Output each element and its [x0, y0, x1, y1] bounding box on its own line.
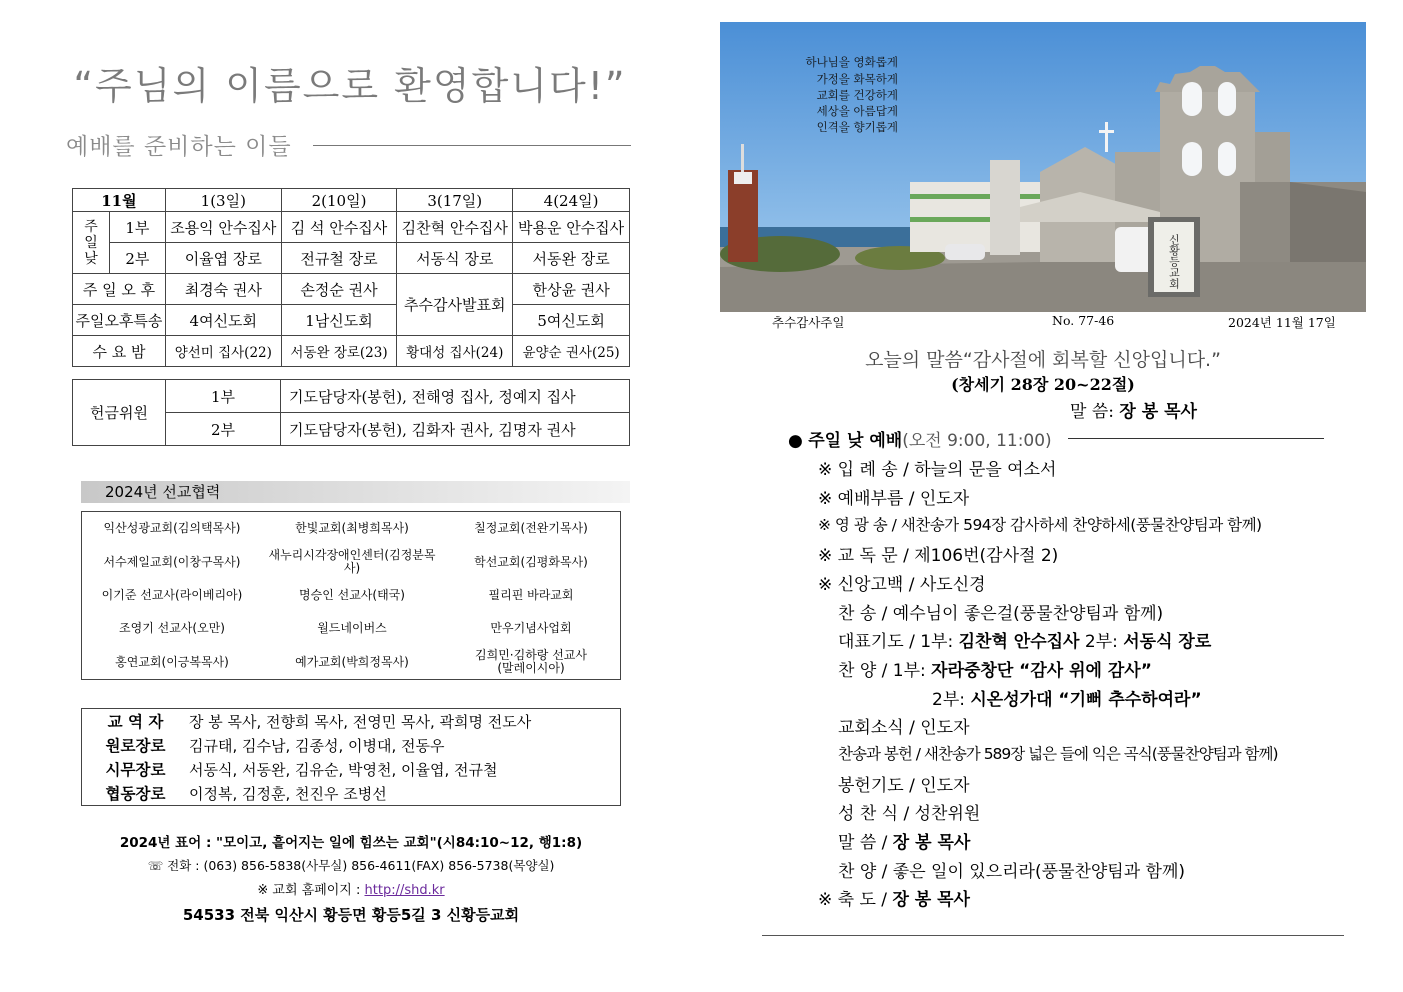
homepage-link[interactable]: http://shd.kr [364, 883, 445, 898]
table-cell: 조용익 안수집사 [165, 212, 281, 243]
choir-2: 시온성가대 “기뻐 추수하여라” [970, 690, 1202, 710]
table-cell: 김 석 안수집사 [281, 212, 397, 243]
homepage-label: ※ 교회 홈페이지 : [257, 883, 365, 898]
offering-part: 2부 [166, 413, 281, 446]
prayer-leader-2: 서동식 장로 [1123, 632, 1212, 652]
table-cell: 서동식 장로 [397, 243, 513, 274]
offering-names: 기도담당자(봉헌), 김화자 권사, 김명자 권사 [281, 413, 630, 446]
mission-item: 학선교회(김평화목사) [474, 554, 588, 569]
order-item [818, 885, 970, 910]
mission-item: 익산성광교회(김의택목사) [103, 521, 241, 536]
table-cell: 윤양순 권사(25) [513, 336, 630, 367]
sunday-label: 주 일 낮 [73, 212, 110, 274]
table-cell: 이율엽 장로 [165, 243, 281, 274]
table-cell: 김찬혁 안수집사 [397, 212, 513, 243]
worship-schedule-table [72, 188, 630, 367]
church-building-image [720, 22, 1366, 312]
mission-item: 월드네이버스 [317, 621, 387, 636]
offering-label: 헌금위원 [73, 380, 166, 446]
table-cell: 서동완 장로(23) [281, 336, 397, 367]
mission-partners-box [81, 511, 621, 680]
staff-row [82, 757, 620, 781]
order-item: 봉헌기도 / 인도자 [838, 776, 970, 796]
table-cell: 서동완 장로 [513, 243, 630, 274]
row-label: 1부 [109, 212, 165, 243]
order-item: 찬 양 / 좋은 일이 있으리라(풍물찬양팀과 함께) [838, 862, 1186, 882]
mission-item: 홍연교회(이긍복목사) [115, 654, 229, 669]
offering-committee-table [72, 379, 630, 446]
table-cell: 4여신도회 [165, 305, 281, 336]
service-title: 주일 낮 예배 [808, 431, 903, 451]
table-cell: 양선미 집사(22) [165, 336, 281, 367]
order-item [818, 513, 1262, 535]
prep-title: 예배를 준비하는 이들 [66, 134, 292, 160]
table-cell: 한상윤 권사 [513, 274, 630, 305]
order-item: ※ 교 독 문 / 제106번(감사절 2) [818, 546, 1059, 566]
mission-item: 명승인 선교사(태국) [299, 587, 405, 602]
staff-row [82, 709, 620, 733]
order-item: 성 찬 식 / 성찬위원 [838, 804, 981, 824]
row-label: 주일오후특송 [73, 305, 166, 336]
motto-line: 교회를 건강하게 [816, 88, 898, 102]
motto-line: 인격을 향기롭게 [816, 120, 898, 134]
prayer-leader-1: 김찬혁 안수집사 [958, 632, 1080, 652]
mission-item: 서수제일교회(이창구목사) [103, 554, 241, 569]
row-label: 주 일 오 후 [73, 274, 166, 305]
schedule-date: 2(10일) [281, 189, 397, 212]
staff-row [82, 781, 620, 805]
thanks-event-cell: 추수감사발표회 [397, 274, 513, 336]
order-item [838, 828, 970, 853]
order-item: ※ 예배부름 / 인도자 [818, 489, 970, 509]
bullet-icon: ● [788, 431, 803, 451]
order-item: 교회소식 / 인도자 [838, 718, 970, 738]
row-label: 2부 [109, 243, 165, 274]
order-item [838, 742, 1278, 764]
order-text: 2부: [1079, 632, 1124, 652]
staff-box [81, 708, 621, 806]
table-cell: 전규철 장로 [281, 243, 397, 274]
caption-sunday: 추수감사주일 [772, 315, 845, 330]
staff-label: 협동장로 [105, 784, 166, 803]
sermon-preacher: 장 봉 목사 [892, 833, 971, 853]
mission-title-bar [81, 481, 630, 503]
preacher-line [1070, 397, 1197, 422]
staff-label: 시무장로 [105, 760, 166, 779]
choir-1: 자라중창단 “감사 위에 감사” [931, 661, 1152, 681]
service-heading [788, 426, 1052, 451]
order-text: 2부: [932, 690, 971, 710]
offering-names: 기도담당자(봉헌), 전해영 집사, 정예지 집사 [281, 380, 630, 413]
preacher-label: 말 씀: [1070, 402, 1120, 422]
benediction-pastor: 장 봉 목사 [892, 890, 970, 910]
mission-item: 필리핀 바라교회 [488, 587, 574, 602]
preacher-name: 장 봉 목사 [1119, 402, 1197, 422]
mission-item: 칠정교회(전완기목사) [474, 521, 588, 536]
table-cell: 최경숙 권사 [165, 274, 281, 305]
service-heading-rule [1068, 438, 1324, 439]
church-sign: 신황등교회 [1167, 234, 1181, 289]
caption-issue-no: No. 77-46 [1052, 313, 1115, 328]
order-text: 말 씀 / [838, 833, 893, 853]
church-phone: ☏ 전화 : (063) 856-5838(사무실) 856-4611(FAX) 856-5738(목양실) [147, 858, 555, 873]
mission-item: 한빛교회(최병희목사) [295, 521, 409, 536]
sermon-reference: (창세기 28장 20~22절) [951, 375, 1135, 394]
homepage-line [72, 879, 630, 898]
church-address: 54533 전북 익산시 황등면 황등5길 3 신황등교회 [182, 906, 520, 924]
order-text: ※ 축 도 / [818, 890, 893, 910]
order-text: ※ 영 광 송 / 새찬송가 594장 감사하세 찬양하세(풍물찬양팀과 함께) [818, 516, 1262, 534]
table-cell: 5여신도회 [513, 305, 630, 336]
mission-item: 만우기념사업회 [490, 621, 572, 636]
caption-date: 2024년 11월 17일 [1228, 315, 1336, 330]
table-cell: 박용운 안수집사 [513, 212, 630, 243]
staff-value: 김규태, 김수남, 김종성, 이병대, 전동우 [189, 736, 445, 755]
church-photo [720, 22, 1366, 312]
staff-value: 장 봉 목사, 전향희 목사, 전영민 목사, 곽희명 전도사 [189, 712, 532, 731]
welcome-heading: “주님의 이름으로 환영합니다!” [73, 64, 627, 108]
schedule-date: 1(3일) [165, 189, 281, 212]
prep-title-rule [313, 145, 631, 146]
staff-label: 교 역 자 [107, 712, 164, 731]
order-text: 찬 양 / 1부: [838, 661, 932, 681]
staff-row [82, 733, 620, 757]
row-label: 수 요 밤 [73, 336, 166, 367]
sermon-title: 오늘의 말씀“감사절에 회복할 신앙입니다.” [865, 349, 1221, 371]
order-text: 대표기도 / 1부: [838, 632, 959, 652]
table-cell: 손정순 권사 [281, 274, 397, 305]
mission-item: 김희민·김하랑 선교사 (말레이시아) [475, 648, 587, 676]
mission-grid [82, 512, 620, 679]
mission-item: 예가교회(박희정목사) [295, 654, 409, 669]
motto-line: 세상을 아름답게 [816, 104, 898, 118]
order-item: 찬 송 / 예수님이 좋은걸(풍물찬양팀과 함께) [838, 604, 1164, 624]
order-text: 찬송과 봉헌 / 새찬송가 589장 넓은 들에 익은 곡식(풍물찬양팀과 함께) [838, 745, 1278, 763]
church-motto: 2024년 표어 : "모이고, 흩어지는 일에 힘쓰는 교회"(시84:10~12, 행1:8) [119, 835, 583, 851]
motto-line: 하나님을 영화롭게 [805, 55, 898, 69]
mission-item: 이기준 선교사(라이베리아) [101, 587, 243, 602]
schedule-month: 11월 [73, 189, 166, 212]
staff-value: 이정복, 김정훈, 천진우 조병선 [189, 784, 387, 803]
schedule-date: 3(17일) [397, 189, 513, 212]
mission-item: 조영기 선교사(오만) [119, 621, 225, 636]
order-item: ※ 입 례 송 / 하늘의 문을 여소서 [818, 460, 1057, 480]
bottom-rule [762, 935, 1344, 936]
staff-label: 원로장로 [105, 736, 166, 755]
table-cell: 황대성 집사(24) [397, 336, 513, 367]
service-time: (오전 9:00, 11:00) [902, 431, 1052, 451]
schedule-date: 4(24일) [513, 189, 630, 212]
offering-part: 1부 [166, 380, 281, 413]
order-item [838, 627, 1211, 652]
staff-value: 서동식, 서동완, 김유순, 박영천, 이율엽, 전규철 [189, 760, 498, 779]
order-item [932, 685, 1202, 710]
mission-item: 새누리시각장애인센터(김정분목사) [268, 548, 436, 576]
motto-line: 가정을 화목하게 [816, 72, 898, 86]
order-item: ※ 신앙고백 / 사도신경 [818, 575, 986, 595]
table-cell: 1남신도회 [281, 305, 397, 336]
order-item [838, 656, 1152, 681]
mission-title: 2024년 선교협력 [105, 483, 221, 501]
